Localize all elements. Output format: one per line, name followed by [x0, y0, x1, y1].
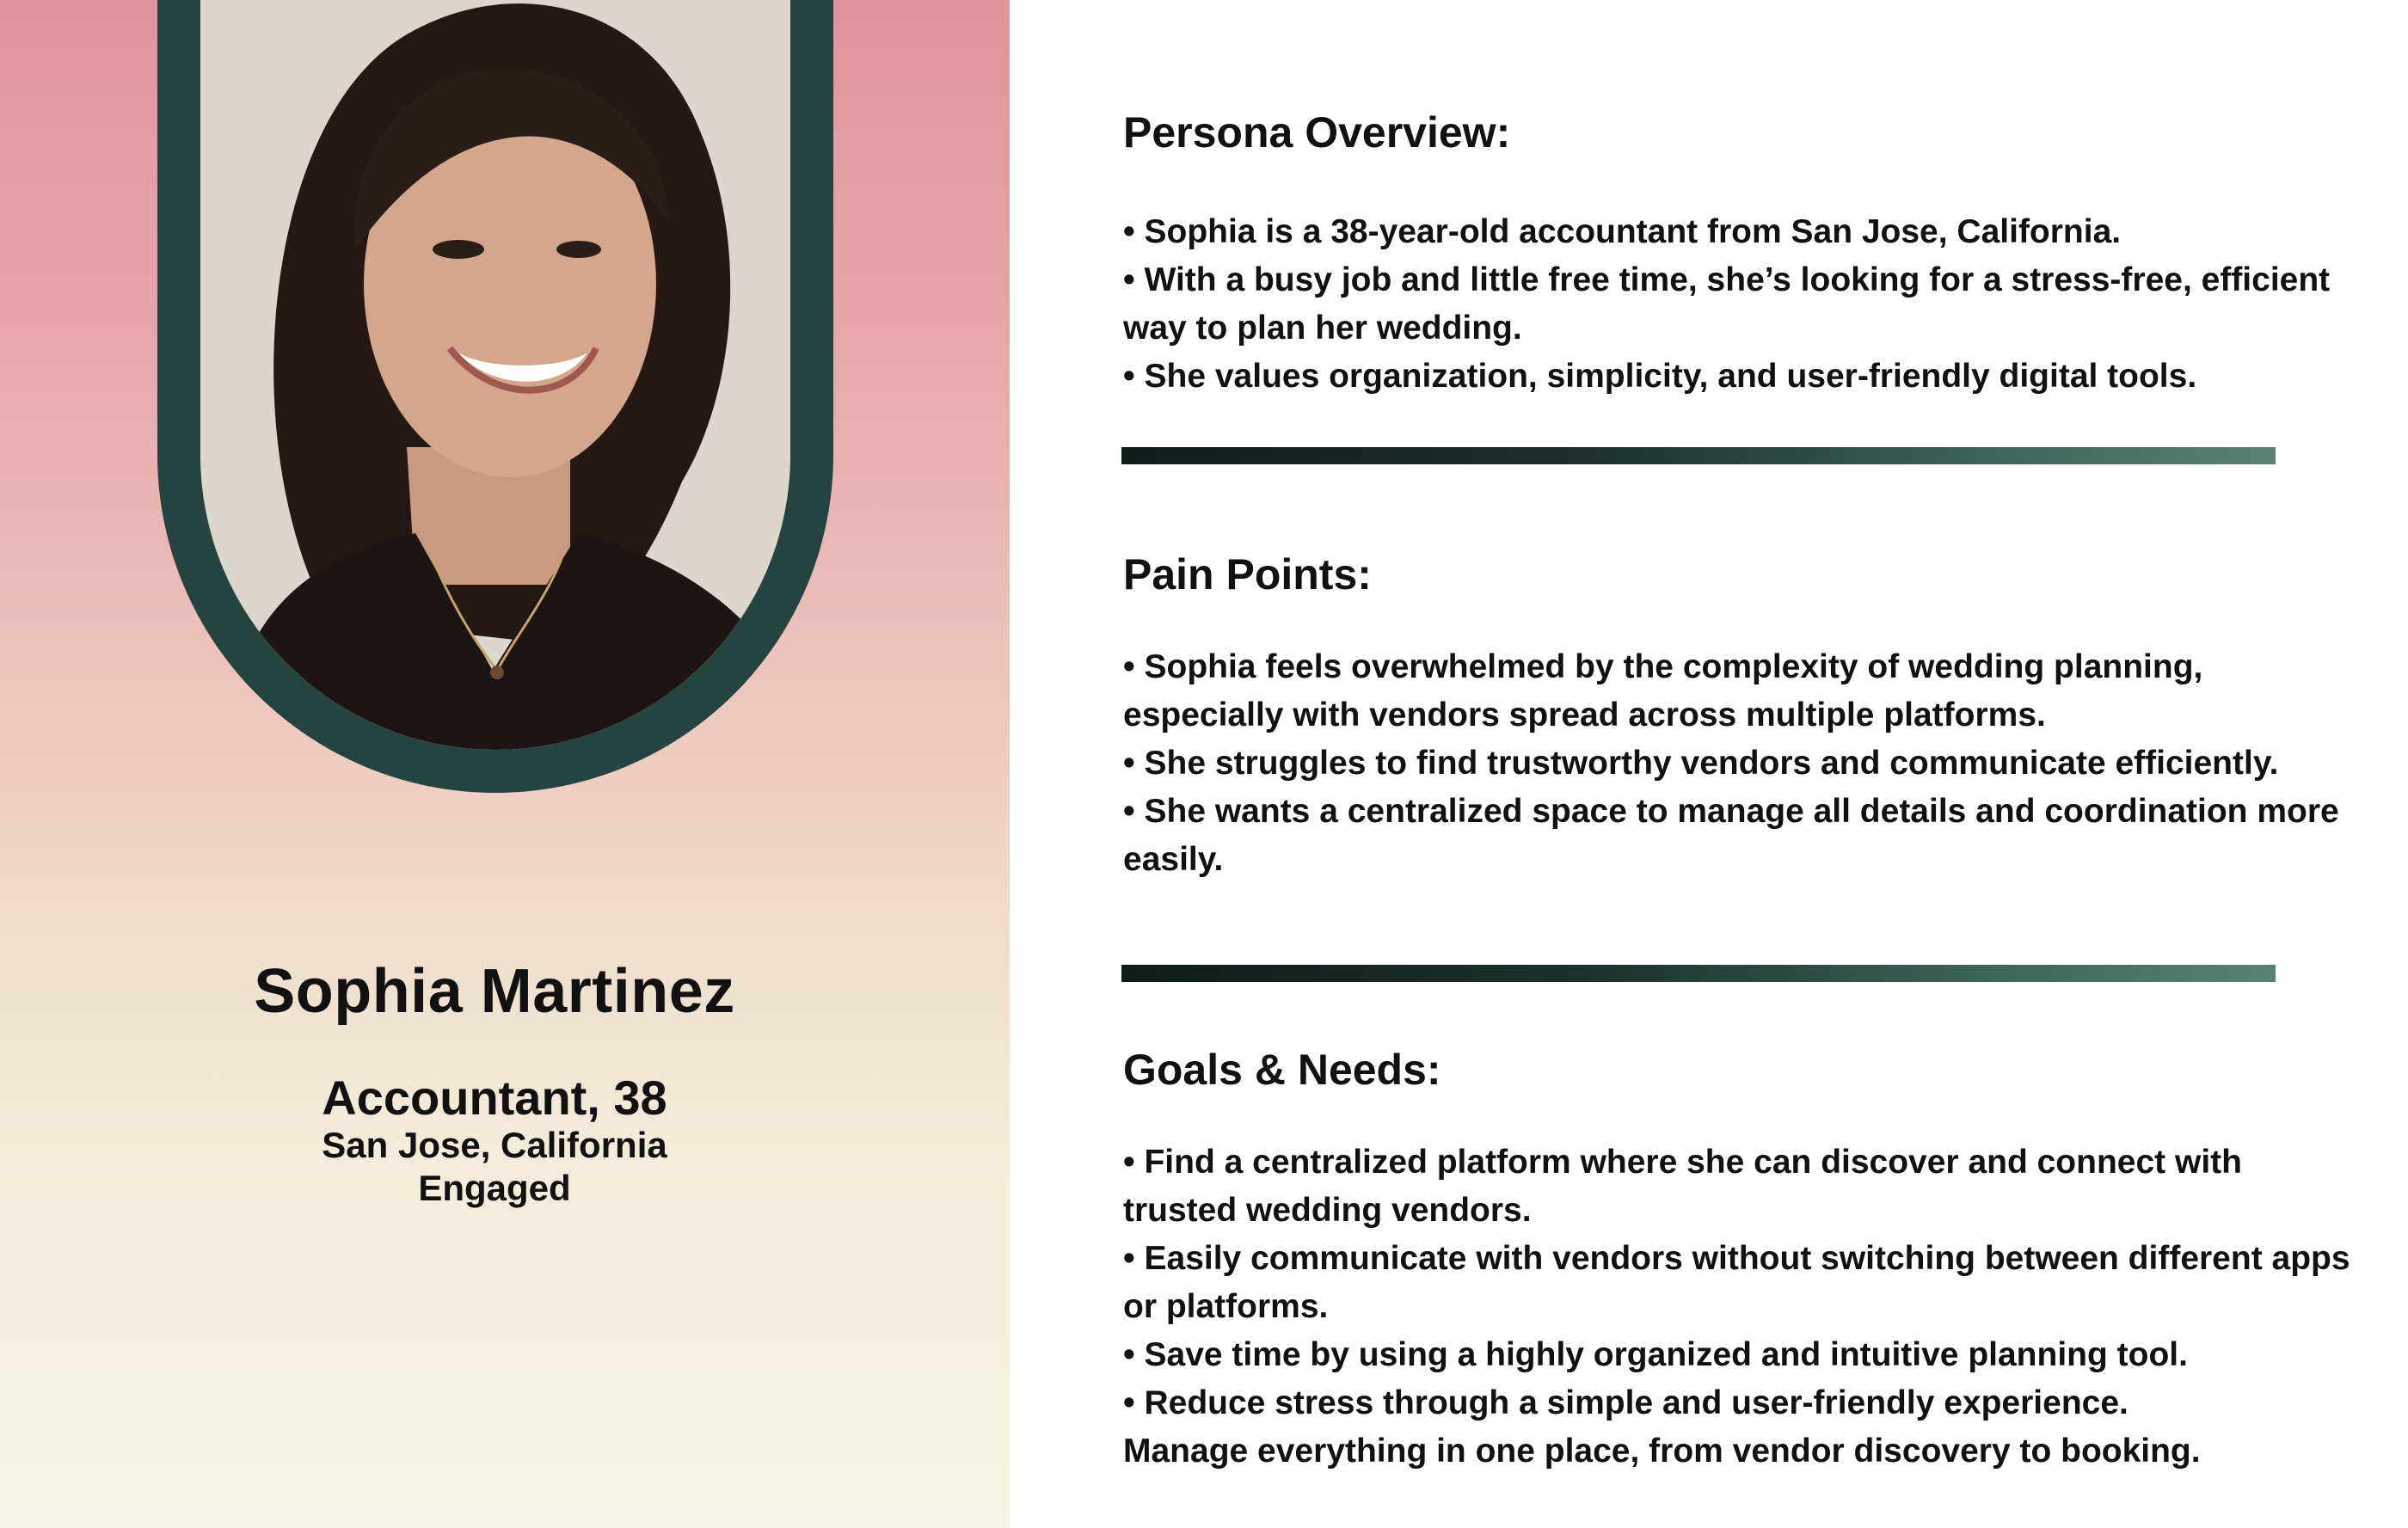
overview-list — [1123, 208, 2353, 401]
list-item: • She wants a centralized space to manage all details and coordination more easily. — [1123, 793, 2339, 878]
portrait-illustration — [200, 0, 790, 750]
list-item: • Sophia feels overwhelmed by the complexity of wedding planning, especially with vendors spread across multiple platforms. — [1123, 648, 2203, 733]
list-item: • With a busy job and little free time, she’s looking for a stress-free, efficient way to plan her wedding. — [1123, 261, 2331, 347]
list-item: • Find a centralized platform where she can discover and connect with trusted wedding vendors. — [1123, 1144, 2242, 1229]
list-item: • She struggles to find trustworthy vendors and communicate efficiently. — [1123, 745, 2279, 782]
goals-section — [1123, 1044, 2353, 1476]
pain-points-section — [1123, 549, 2353, 884]
list-item: • She values organization, simplicity, and user-friendly digital tools. — [1123, 358, 2197, 395]
section-divider — [1121, 447, 2276, 464]
goals-list — [1123, 1138, 2353, 1476]
person-name: Sophia Martinez — [254, 957, 735, 1026]
person-role: Accountant, 38 — [322, 1071, 667, 1125]
overview-title: Persona Overview: — [1123, 108, 1511, 156]
portrait-frame — [157, 0, 833, 793]
list-item: • Sophia is a 38-year-old accountant from San Jose, California. — [1123, 213, 2122, 250]
details-panel — [1010, 0, 2408, 1528]
overview-section — [1123, 107, 2353, 401]
pain-points-list — [1123, 643, 2353, 884]
list-item: • Easily communicate with vendors without switching between different apps or platforms. — [1123, 1240, 2350, 1325]
list-item: • Save time by using a highly organized and intuitive planning tool. — [1123, 1336, 2188, 1373]
portrait-photo — [200, 0, 790, 750]
person-status: Engaged — [418, 1168, 571, 1208]
list-item: • Reduce stress through a simple and user-friendly experience. — [1123, 1384, 2128, 1421]
person-location: San Jose, California — [322, 1125, 667, 1165]
list-item: Manage everything in one place, from vendor discovery to booking. — [1123, 1433, 2201, 1470]
pain-points-title: Pain Points: — [1123, 550, 1372, 598]
goals-title: Goals & Needs: — [1123, 1046, 1441, 1094]
section-divider — [1121, 965, 2276, 982]
profile-panel — [0, 0, 1010, 1528]
